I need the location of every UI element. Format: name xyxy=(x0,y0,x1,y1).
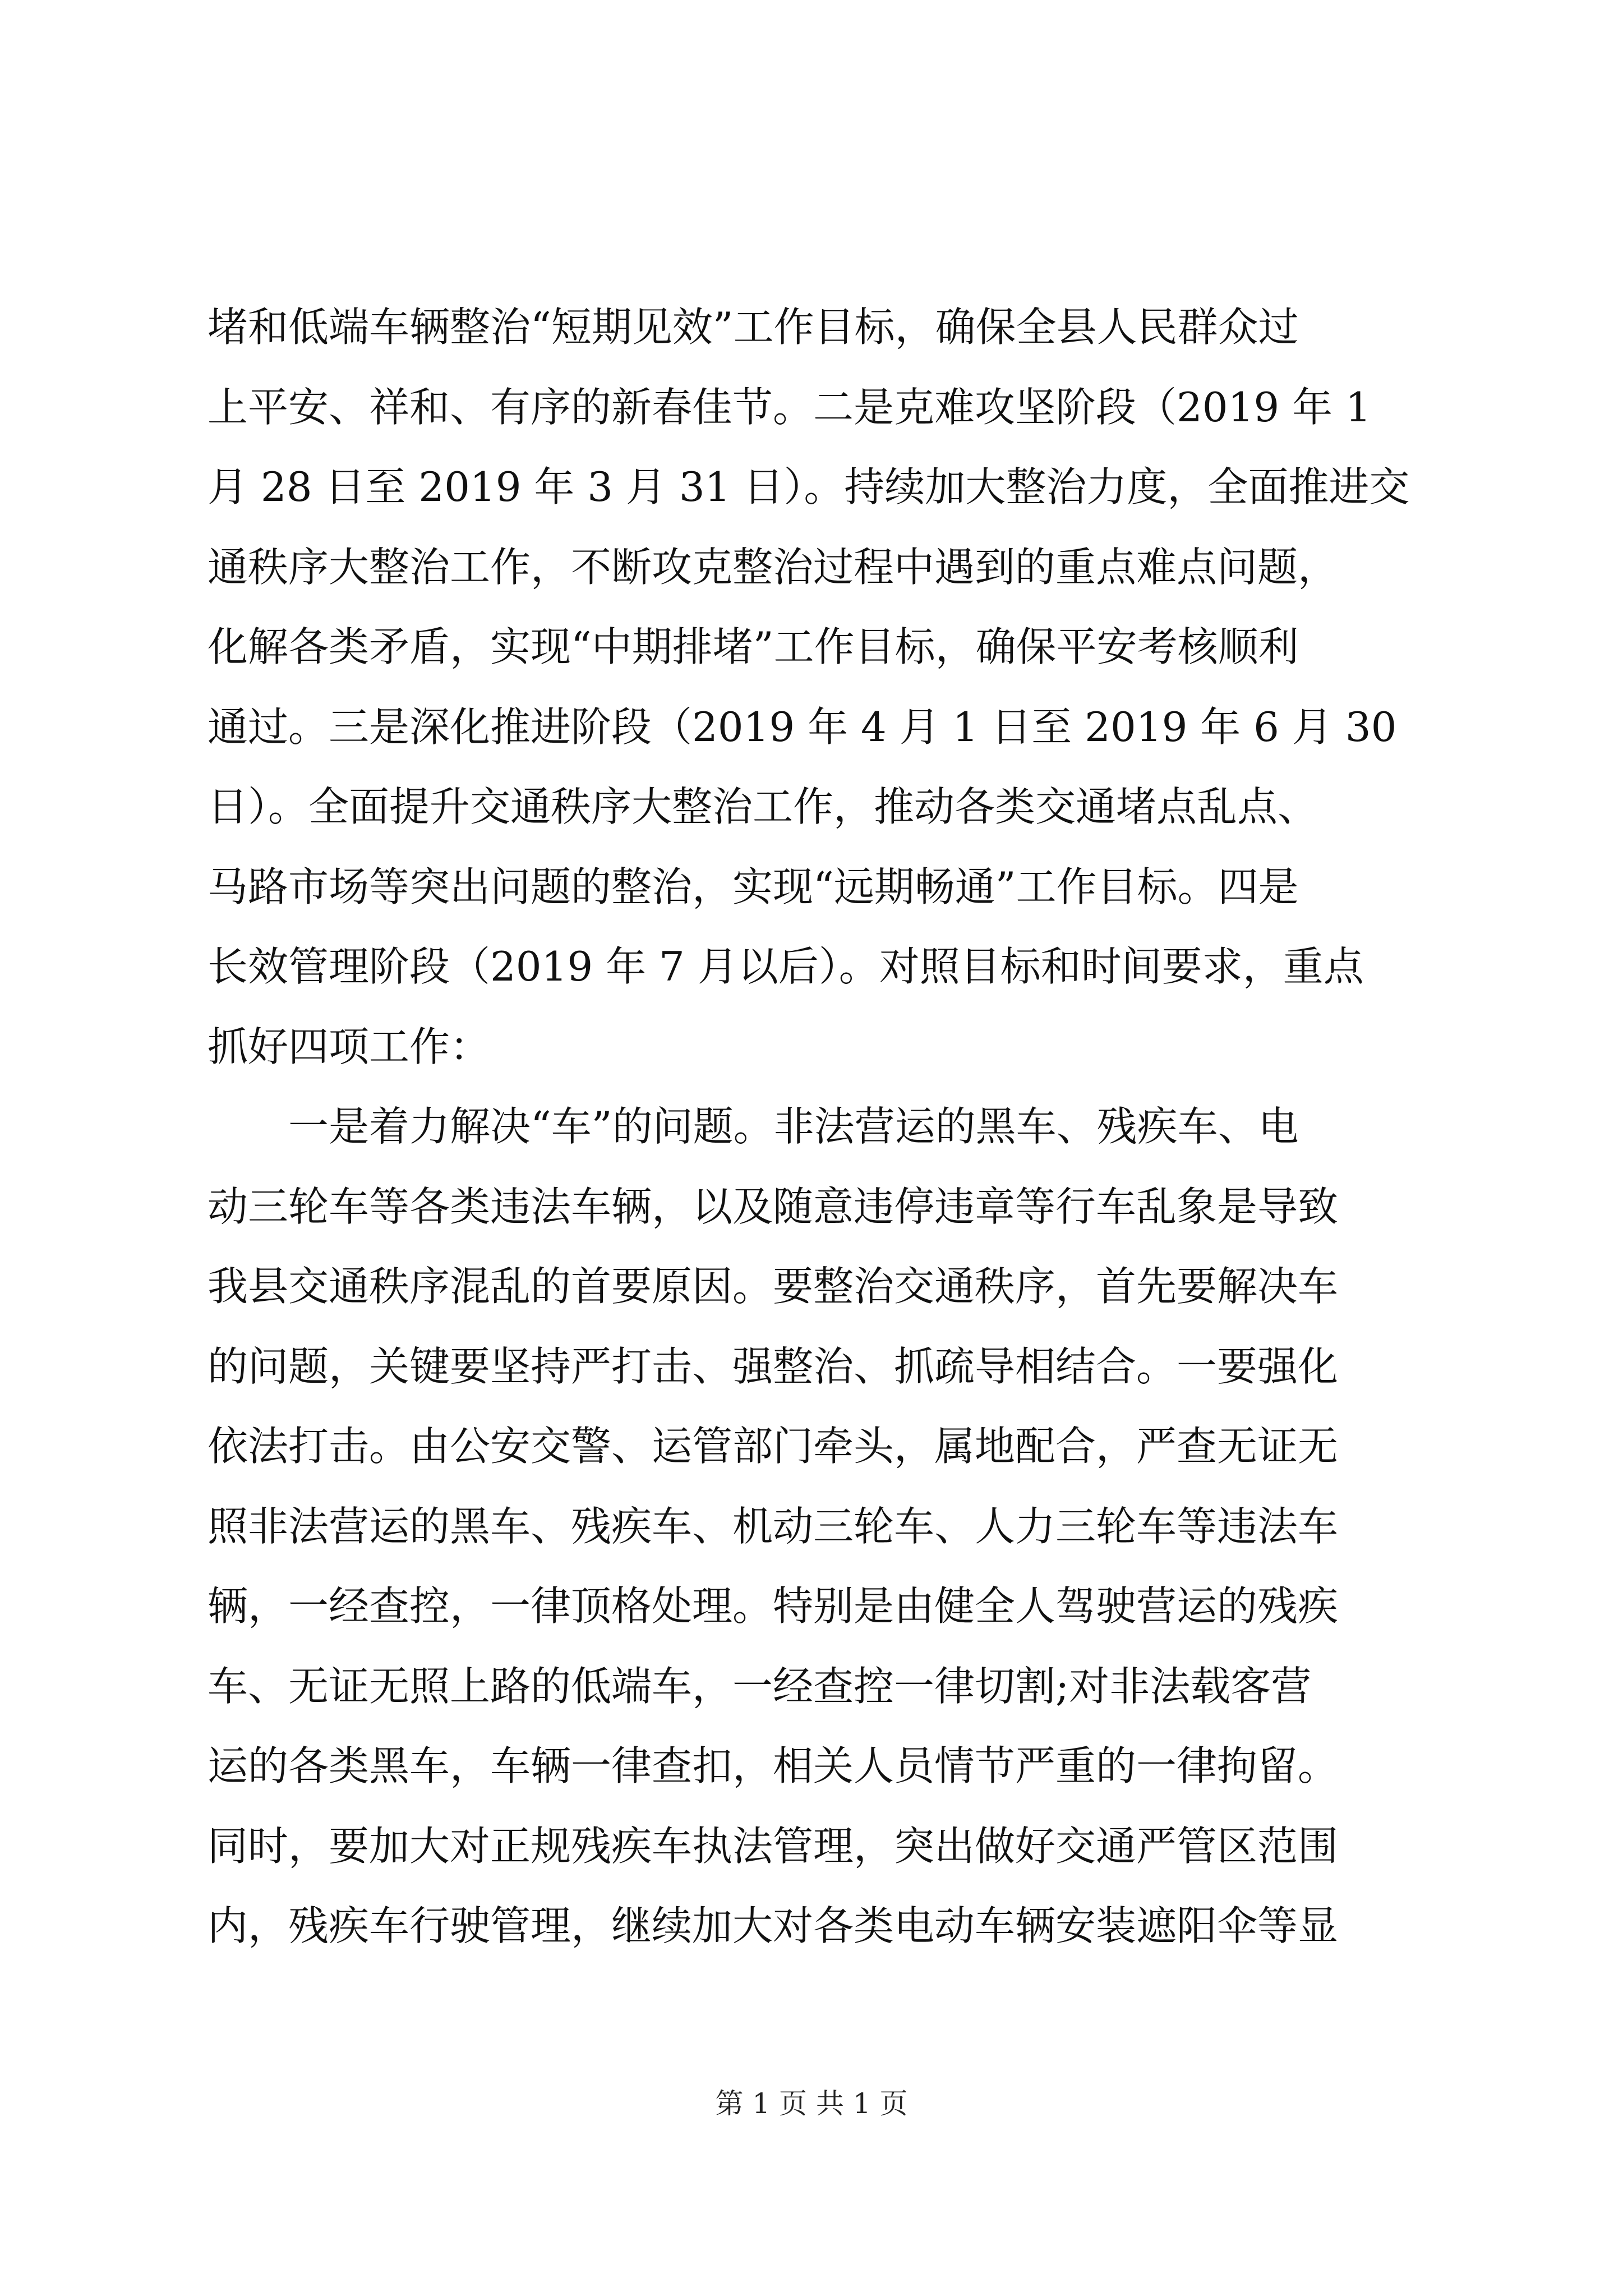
text-line: 堵和低端车辆整治“短期见效”工作目标，确保全县人民群众过 xyxy=(208,303,1299,351)
text-line: 照非法营运的黑车、残疾车、机动三轮车、人力三轮车等违法车 xyxy=(208,1502,1339,1550)
text-line: 运的各类黑车，车辆一律查扣，相关人员情节严重的一律拘留。 xyxy=(208,1742,1339,1789)
text-line: 日）。全面提升交通秩序大整治工作，推动各类交通堵点乱点、 xyxy=(208,783,1318,830)
text-line: 通过。三是深化推进阶段（2019 年 4 月 1 日至 2019 年 6 月 30 xyxy=(208,703,1397,751)
text-line: 车、无证无照上路的低端车，一经查控一律切割;对非法载客营 xyxy=(208,1662,1312,1710)
text-line: 化解各类矛盾，实现“中期排堵”工作目标，确保平安考核顺利 xyxy=(208,623,1299,670)
text-line: 通秩序大整治工作，不断攻克整治过程中遇到的重点难点问题， xyxy=(208,543,1339,591)
text-line: 内，残疾车行驶管理，继续加大对各类电动车辆安装遮阳伞等显 xyxy=(208,1902,1339,1949)
text-line: 长效管理阶段（2019 年 7 月以后）。对照目标和时间要求，重点 xyxy=(208,943,1364,990)
text-line: 同时，要加大对正规残疾车执法管理，突出做好交通严管区范围 xyxy=(208,1822,1339,1870)
text-line: 依法打击。由公安交警、运管部门牵头，属地配合，严查无证无 xyxy=(208,1423,1339,1470)
document-body xyxy=(208,287,1441,1966)
text-line: 月 28 日至 2019 年 3 月 31 日）。持续加大整治力度，全面推进交 xyxy=(208,463,1410,510)
text-line: 马路市场等突出问题的整治，实现“远期畅通”工作目标。四是 xyxy=(208,863,1299,910)
page-number-footer: 第 1 页 共 1 页 xyxy=(715,2087,908,2120)
text-line: 上平安、祥和、有序的新春佳节。二是克难攻坚阶段（2019 年 1 xyxy=(208,383,1371,431)
text-line: 抓好四项工作： xyxy=(208,1023,491,1070)
text-line: 动三轮车等各类违法车辆，以及随意违停违章等行车乱象是导致 xyxy=(208,1182,1339,1230)
text-line: 辆，一经查控，一律顶格处理。特别是由健全人驾驶营运的残疾 xyxy=(208,1582,1339,1630)
text-line: 我县交通秩序混乱的首要原因。要整治交通秩序，首先要解决车 xyxy=(208,1263,1339,1310)
text-line: 的问题，关键要坚持严打击、强整治、抓疏导相结合。一要强化 xyxy=(208,1342,1339,1390)
paragraph-first-line: 一是着力解决“车”的问题。非法营运的黑车、残疾车、电 xyxy=(288,1103,1299,1150)
